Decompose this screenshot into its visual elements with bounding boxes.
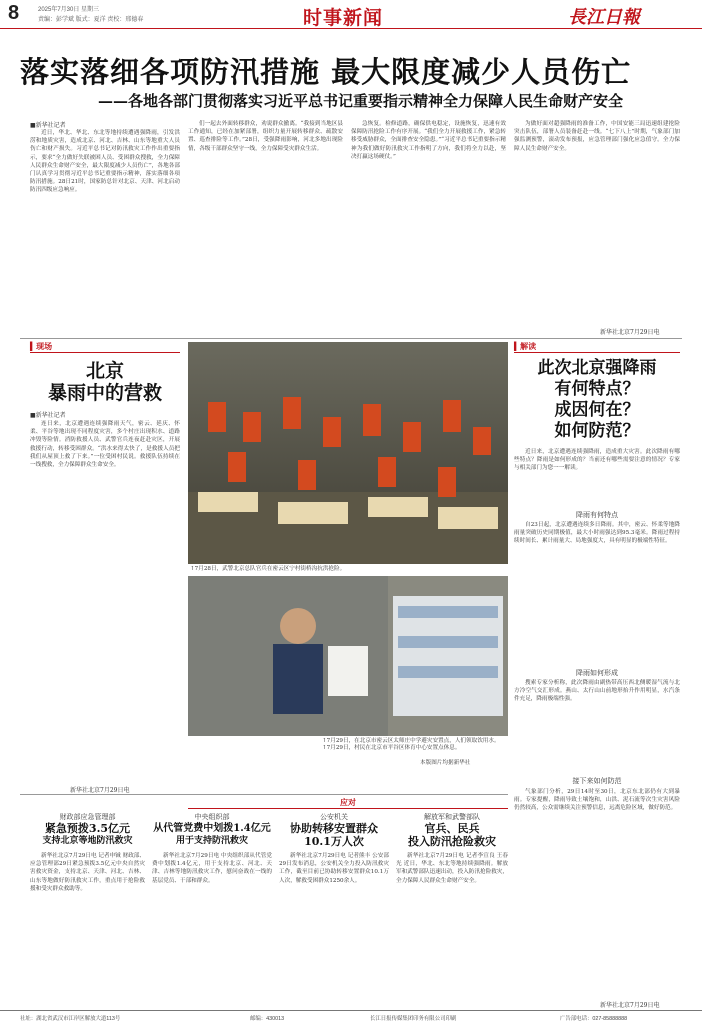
section-title: 时事新闻	[303, 7, 384, 29]
response-body: 新华社北京7月29日电 记者熊丰 公安部29日发布消息，公安机关全力投入防汛救灾工作，截至目前已协助转移安置群众10.1万人次，解救受困群众1250余人。	[279, 853, 389, 884]
left-feature-title-line2: 暴雨中的营救	[47, 382, 162, 404]
right-feature-intro: 近日来，北京遭遇连续强降雨，造成重大灾害。此次降雨有哪些特点？降雨是如何形成的？当前还有哪些需要注意的情况？专家与相关部门为您一一解读。	[514, 449, 680, 472]
photo-caption-bottom: ↑7月29日，在北京市密云区太师庄中学避灾安置点，人们领取饮用水。 ↑7月29日，村民在北京市平谷区体育中心安置点休息。	[322, 738, 500, 751]
response-body: 新华社北京7月29日电 中央组织部从代管党费中划拨1.4亿元，用于支持北京、河北、天津、吉林等地防汛救灾工作，慰问奋战在一线的基层党员、干部和群众。	[152, 853, 272, 884]
response-dept: 解放军和武警部队	[424, 813, 480, 821]
right-title-line1: 此次北京强降雨	[537, 358, 657, 378]
subhead-prevention: 接下来如何防范	[572, 777, 622, 785]
response-box-police	[279, 812, 389, 1007]
photo-caption-top: ↑7月28日，武警北京总队官兵在密云区宁村街桥沟抗洪抢险。	[190, 566, 346, 572]
main-headline: 落实落细各项防汛措施 最大限度减少人员伤亡	[20, 55, 632, 89]
right-feature-body-2: 搜索专家分析称，此次降雨由副热带高压西北侧暖湿气流与北方冷空气交汇形成。燕山、太行山山前地形抬升作用明显，水汽条件充足，降雨极端性强。	[514, 680, 680, 703]
response-dept: 公安机关	[320, 813, 348, 821]
response-body: 新华社北京7月29日电 记者申铖 财政部、应急管理部29日紧急预拨3.5亿元中央自然灾害救灾资金，支持北京、天津、河北、吉林、山东等地做好防汛救灾工作，重点用于抢险救援和受灾群众救助等。	[30, 853, 145, 892]
left-feature-title	[30, 360, 180, 404]
left-feature-body: 连日来，北京遭遇连续强降雨天气，密云、延庆、怀柔、平谷等地出现不同程度灾害，多个村庄出现积水、道路冲毁等险情。消防救援人员、武警官兵连夜赶赴灾区，开展救援行动，转移受困群众。“洪水来得太快了，是救援人员把我们从屋顶上救了下来。”一位受困村民说。救援队伍持续在一线搜救，全力保障群众生命安全。	[30, 421, 180, 469]
left-feature-title-line1: 北京	[85, 360, 124, 382]
newspaper-logo: 長江日報	[568, 7, 640, 28]
response-title-1: 官兵、民兵	[424, 822, 480, 835]
right-title-line3: 成因何在？	[554, 400, 640, 420]
right-feature-credit: 新华社北京7月29日电	[600, 1002, 660, 1009]
response-title-1: 紧急预拨3.5亿元	[44, 822, 131, 835]
section-tag-response: 应对	[188, 797, 508, 809]
sub-headline: ——各地各部门贯彻落实习近平总书记重要指示精神全力保障人民生命财产安全	[98, 92, 624, 110]
divider	[20, 338, 682, 339]
response-box-military	[396, 812, 508, 1007]
response-box-finance	[30, 812, 145, 1007]
main-byline: ■新华社记者	[30, 122, 66, 129]
shelter-illustration	[188, 576, 508, 736]
response-body: 新华社北京7月29日电 记者李宣良 王春光 近日，华北、东北等地持续强降雨。解放军和武警部队迅速出动，投入防汛抢险救灾，全力保障人民群众生命财产安全。	[396, 853, 508, 884]
issue-date: 2025年7月30日 星期三	[38, 7, 100, 13]
left-feature-credit: 新华社北京7月29日电	[70, 787, 130, 794]
flood-rescue-illustration	[188, 342, 508, 564]
editor-credits: 责编：彭学斌 版式：夏洋 责校：邢德春	[38, 17, 144, 23]
main-article-credit: 新华社北京7月29日电	[600, 329, 660, 336]
response-title-2: 支持北京等地防汛救灾	[42, 836, 133, 846]
page-footer	[0, 1010, 702, 1025]
subhead-features: 降雨有何特点	[576, 511, 618, 519]
footer-postcode: 邮编：430013	[250, 1016, 285, 1022]
right-title-line4: 如何防范？	[554, 421, 640, 441]
footer-ad-phone: 广告部电话：027-85888888	[560, 1016, 628, 1022]
main-article-column-4: 为做好面对超强降雨的准备工作，中国安能三局迅速组建抢险突击队伍，部署人员装备赶赴一线。“七下八上”时期，气象部门加强监测预警，滚动发布预报，应急管理部门强化应急值守。全力保障人民生命财产安全。	[514, 121, 680, 152]
strip-divider	[20, 794, 508, 795]
response-title-2: 投入防汛抢险救灾	[408, 835, 496, 848]
right-feature-title	[514, 358, 680, 442]
main-article-column-1: 近日，华北、华北、东北等地持续遭遇强降雨，引发洪涝和地质灾害，造成北京、河北、吉林、山东等地重大人员伤亡和财产损失。习近平总书记对防汛救灾工作作出重要指示，要求“全力做好失联被困人员、受困群众搜救，全力保障人民群众生命财产安全，最大限度减少人员伤亡”，各地各部门认真学习贯彻习近平总书记重要指示精神，落实落细各项防汛措施。28日21时，国家防总针对北京、天津、河北启动防汛四级应急响应。	[30, 130, 180, 194]
right-title-line2: 有何特点？	[554, 379, 640, 399]
main-article-column-3: 急恢复。检修道路，确保供电稳定，设施恢复，迅速有效保障防汛抢险工作有序开展。“我们全力开展救援工作，紧急转移受威胁群众，全面排查安全隐患。”“习近平总书记重要指示精神为我们做好防汛救灾工作指明了方向，我们将全力以赴，坚决打赢这场硬仗。”	[351, 121, 506, 160]
right-feature-body-1: 自23日起，北京遭遇连续多日降雨。其中，密云、怀柔等地降雨量突破历史同期极值，最大小时雨强达到95.3毫米。降雨过程持续时间长、累计雨量大、局地强度大，具有明显的极端性特征。	[514, 522, 680, 545]
flood-rescue-photo	[188, 342, 508, 564]
shelter-photo	[188, 576, 508, 736]
footer-address: 社址：湖北省武汉市江岸区解放大道113号	[20, 1016, 121, 1022]
response-dept: 中央组织部	[194, 813, 230, 821]
response-box-organization	[152, 812, 272, 1007]
footer-printer: 长江日报传媒集团印务有限公司印刷	[370, 1016, 457, 1022]
main-article-column-2: 们一起去外面转移群众，劝说群众撤离。“我接到当地区县工作通知，已经在加紧部署，组织力量开展转移群众、疏散安置、巡查排险等工作。”28日，受强降雨影响，河北多地出现险情，各级干部群众坚守一线，全力保障受灾群众生活。	[188, 121, 343, 152]
response-title-2: 10.1万人次	[304, 835, 364, 848]
subhead-causes: 降雨如何形成	[576, 669, 618, 677]
response-title-2: 用于支持防汛救灾	[175, 836, 248, 846]
page-number: 8	[8, 2, 20, 24]
right-feature-body-3: 气象部门分析，29日14时至30日，北京东北部仍有大到暴雨。专家提醒，降雨导致土壤饱和，山洪、泥石流等次生灾害风险仍然较高，公众需继续关注预警信息，远离危险区域，做好防范。	[514, 789, 680, 812]
response-title-1: 协助转移安置群众	[290, 822, 378, 835]
left-feature-byline: ■新华社记者	[30, 412, 66, 419]
section-tag-analysis: ▍解读	[514, 341, 680, 353]
photo-source: 本版图片均据新华社	[420, 760, 471, 766]
response-dept: 财政部应急管理部	[59, 813, 116, 821]
response-title-1: 从代管党费中划拨1.4亿元	[153, 823, 271, 834]
section-tag-scene: ▍现场	[30, 341, 180, 353]
